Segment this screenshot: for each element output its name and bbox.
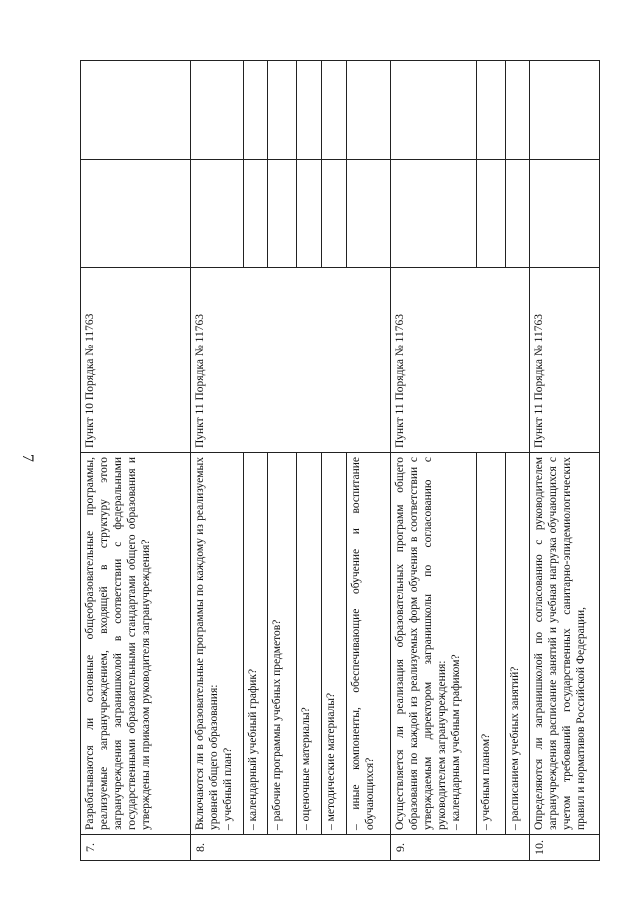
table-row <box>476 61 505 861</box>
table-row <box>505 61 530 861</box>
table-row <box>243 61 268 861</box>
answer-cell <box>268 160 297 268</box>
table-row <box>190 61 243 861</box>
subitem: – учебный план? <box>221 747 234 830</box>
subitem: – рабочие программы учебных предметов? <box>268 453 297 835</box>
legal-reference: Пункт 11 Порядка № 11763 <box>530 268 600 453</box>
legal-reference: Пункт 11 Порядка № 11763 <box>391 268 530 453</box>
answer-cell <box>391 160 476 268</box>
answer-cell <box>505 160 530 268</box>
subitem: – календарным учебным графиком? <box>450 654 463 830</box>
subitem: – методические материалы? <box>321 453 346 835</box>
subitem: – календарный учебный график? <box>243 453 268 835</box>
row-number: 7. <box>81 835 191 861</box>
note-cell <box>190 61 243 160</box>
subitem: – учебным планом? <box>476 453 505 835</box>
checklist-table-rotated <box>80 61 600 861</box>
question-text: Определяются ли загранишколой по согласованию с руководителем загранучреждения расписание занятий и учебная нагрузка обучающихся с учетом требований государственных санитарно-эпидемиологических правил и нормативов Российской Федерации, <box>530 453 600 835</box>
table-row <box>268 61 297 861</box>
answer-cell <box>530 160 600 268</box>
note-cell <box>321 61 346 160</box>
row-number: 10. <box>530 835 600 861</box>
answer-cell <box>346 160 391 268</box>
answer-cell <box>243 160 268 268</box>
checklist-table <box>80 60 600 861</box>
note-cell <box>505 61 530 160</box>
note-cell <box>268 61 297 160</box>
legal-reference: Пункт 11 Порядка № 11763 <box>190 268 391 453</box>
table-row <box>346 61 391 861</box>
answer-cell <box>321 160 346 268</box>
row-number: 8. <box>190 835 391 861</box>
note-cell <box>391 61 476 160</box>
note-cell <box>297 61 322 160</box>
note-cell <box>81 61 191 160</box>
note-cell <box>476 61 505 160</box>
note-cell <box>243 61 268 160</box>
subitem: – оценочные материалы? <box>297 453 322 835</box>
question-text: Разрабатываются ли основные общеобразовательные программы, реализуемые загранучреждением, входящей в структуру этого загранучреждения загранишколой в соответствии с федеральными государственными образовательными стандартами общего образования и утверждены ли приказом руководителя загранучреждения? <box>81 453 191 835</box>
question-text: Осуществляется ли реализация образовательных программ общего образования по каждой из реализуемых форм обучения в соответствии с утверждаемым директором загранишколы по согласованию с руководителем загранучреждения: <box>394 457 449 830</box>
legal-reference: Пункт 10 Порядка № 11763 <box>81 268 191 453</box>
subitem: – расписанием учебных занятий? <box>505 453 530 835</box>
answer-cell <box>297 160 322 268</box>
table-row <box>530 61 600 861</box>
answer-cell <box>81 160 191 268</box>
question-cell <box>190 453 243 835</box>
answer-cell <box>476 160 505 268</box>
note-cell <box>530 61 600 160</box>
page-number: 7 <box>19 454 36 462</box>
table-row <box>391 61 476 861</box>
answer-cell <box>190 160 243 268</box>
table-row <box>321 61 346 861</box>
question-text: Включаются ли в образовательные программы по каждому из реализуемых уровней общего образования: <box>193 457 220 830</box>
question-cell <box>391 453 476 835</box>
row-number: 9. <box>391 835 530 861</box>
table-row <box>81 61 191 861</box>
table-row <box>297 61 322 861</box>
subitem: – иные компоненты, обеспечивающие обучение и воспитание обучающихся? <box>346 453 391 835</box>
note-cell <box>346 61 391 160</box>
